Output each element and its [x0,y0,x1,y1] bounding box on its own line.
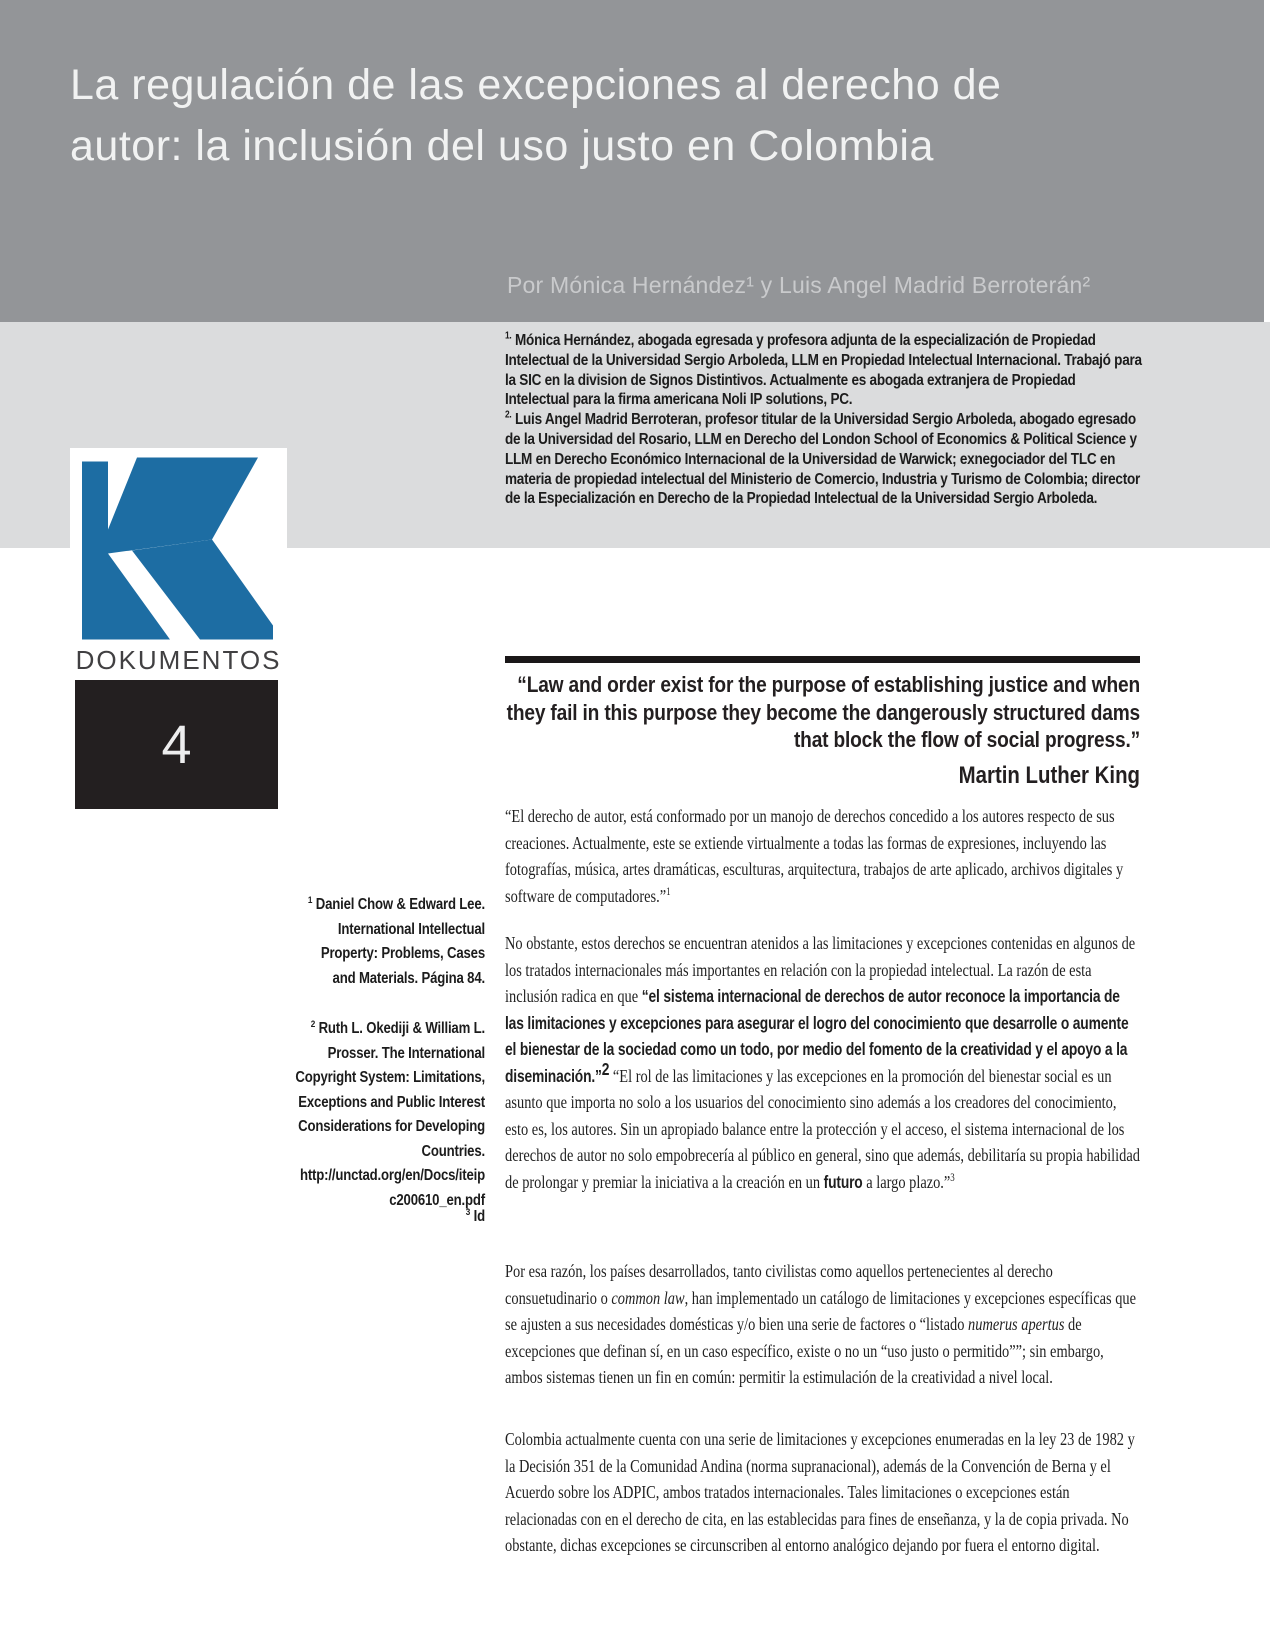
article-title: La regulación de las excepciones al derecho de autor: la inclusión del uso justo en Colombia [70,61,1002,170]
quote-divider [505,656,1140,663]
margin-note-2: $^2$ Ruth L. Okediji & William L. Prosser. The International Copyright System: Limitations, Exceptions and Public Interest Considerations for Developing Countries. http://unctad.org/en/Docs/iteipc200610_en.pdf [295,1018,485,1209]
body-paragraph-2: No obstante, estos derechos se encuentran atenidos a las limitaciones y excepciones contenidas en algunos de los tratados internacionales más importantes en relación con la propiedad intelectual. La razón de esta inclusión radica en que “el sistema internacional de derechos de autor reconoce la importancia de las limitaciones y excepciones para asegurar el logro del conocimiento que desarrolle o aumente el bienestar de la sociedad como un todo, por medio del fomento de la creatividad y el apoyo a la diseminación.”$^2$ “El rol de las limitaciones y las excepciones en la promoción del bienestar social es un asunto que importa no solo a los usuarios del conocimiento sino además a los creadores del conocimiento, esto es, los autores. Sin un apropiado balance entre la protección y el acceso, el sistema internacional de los derechos de autor no solo empobrecería al público en general, sino que además, debilitaría su propia habilidad de prolongar y premiar la iniciativa a la creación en un futuro a largo plazo.”$^3$ [505,933,1140,1192]
author-footnote-1: $^{1.}$ Mónica Hernández, abogada egresada y profesora adjunta de la especialización de Propiedad Intelectual de la Universidad Sergio Arboleda, LLM en Propiedad Intelectual Internacional. Trabajó para la SIC en la division de Signos Distintivos. Actualmente es abogada extranjera de Propiedad Intelectual para la firma americana Noli IP solutions, PC. [505,330,1142,409]
author-footnote-2: $^{2.}$ Luis Angel Madrid Berroteran, profesor titular de la Universidad Sergio Arboleda, abogado egresado de la Universidad del Rosario, LLM en Derecho del London School of Economics & Political Science y LLM en Derecho Económico Internacional de la Universidad de Warwick; exnegociador del TLC en materia de propiedad intelectual del Ministerio de Comercio, Industria y Turismo de Colombia; director de la Especialización en Derecho de la Propiedad Intelectual de la Universidad Sergio Arboleda. [505,409,1140,508]
pull-quote: “Law and order exist for the purpose of establishing justice and when they fail in this purpose they become the dangerously structured dams that block the flow of social progress.” [506,672,1140,752]
body-paragraph-3: Por esa razón, los países desarrollados, tanto civilistas como aquellos pertenecientes al derecho consuetudinario o common law, han implementado un catálogo de limitaciones y excepciones específicas que se ajusten a sus necesidades domésticas y/o bien una serie de factores o “listado numerus apertus de excepciones que definan sí, en un caso específico, existe o no un “uso justo o permitido””; sin embargo, ambos sistemas tienen un fin en común: permitir la estimulación de la creatividad a nivel local. [505,1261,1137,1387]
header-band [0,0,1264,322]
margin-note-3: $^3$ Id [465,1206,485,1225]
brand-name: DOKUMENTOS [75,645,282,675]
brand-logo [70,448,287,678]
k-letter-icon [82,457,275,643]
body-paragraph-4: Colombia actualmente cuenta con una serie de limitaciones y excepciones enumeradas en la ley 23 de 1982 y la Decisión 351 de la Comunidad Andina (norma supranacional), además de la Convención de Berna y el Acuerdo sobre los ADPIC, ambos tratados internacionales. Tales limitaciones o excepciones están relacionadas con en el derecho de cita, en las establecidas para fines de enseñanza, y la de copia privada. No obstante, dichas excepciones se circunscriben al entorno analógico dejando por fuera el entorno digital. [505,1429,1135,1555]
byline: Por Mónica Hernández¹ y Luis Angel Madrid Berroterán² [507,272,1091,298]
body-paragraph-1: “El derecho de autor, está conformado por un manojo de derechos concedido a los autores respecto de sus creaciones. Actualmente, este se extiende virtualmente a todas las formas de expresiones, incluyendo las fotografías, música, artes dramáticas, esculturas, arquitectura, trabajos de arte aplicado, archivos digitales y software de computadores.”$^1$ [505,806,1124,906]
margin-note-1: $^1$ Daniel Chow & Edward Lee. International Intellectual Property: Problems, Cases and Materials. Página 84. [307,894,485,987]
issue-number-box [75,680,278,809]
quote-attribution: Martin Luther King [958,762,1140,789]
author-footnotes [505,331,1142,509]
issue-number: 4 [161,714,192,775]
